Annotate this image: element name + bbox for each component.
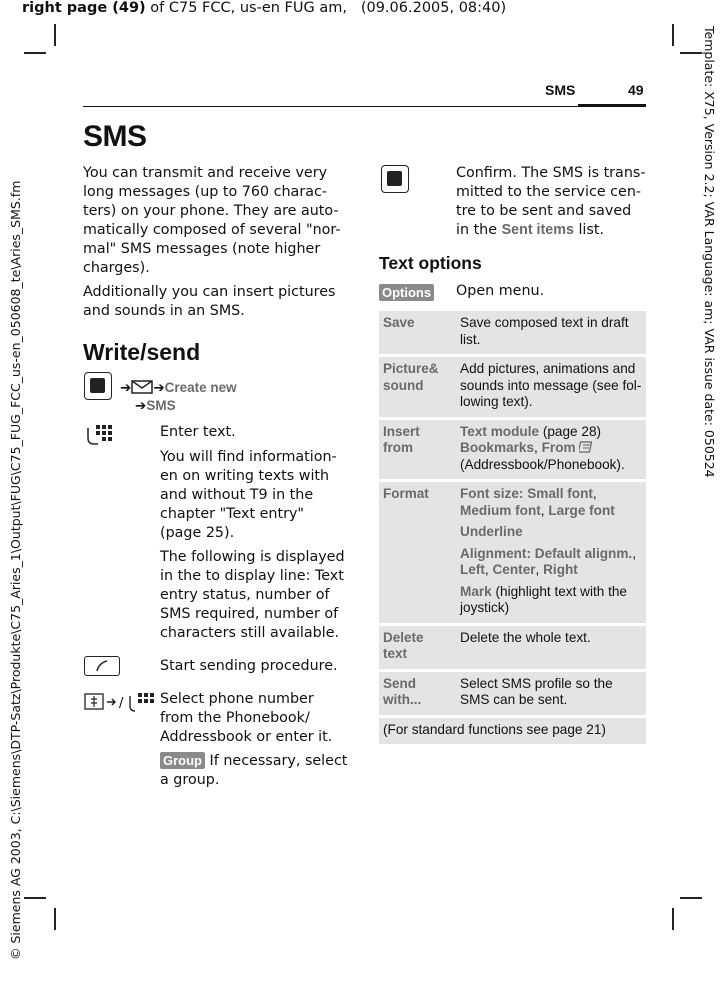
table-row: [379, 311, 646, 356]
center-label: Center: [492, 562, 536, 577]
menu-path: [120, 379, 237, 415]
crop-mark: [24, 897, 46, 899]
print-header: [22, 0, 506, 16]
large-font-label: Large font: [548, 502, 615, 518]
print-header-page: right page (49): [22, 0, 146, 16]
crop-mark: [680, 52, 702, 54]
options-softkey: Options: [379, 284, 434, 301]
text-options-table: [379, 311, 646, 747]
option-delete-desc: Delete the whole text.: [453, 624, 646, 670]
sent-items-label: Sent items: [501, 222, 574, 238]
option-picture-desc: Add pictures, animations and sounds into message (see fol-lowing text).: [453, 356, 646, 419]
option-save-desc: Save composed text in draft list.: [453, 311, 646, 356]
group-softkey: Group: [160, 752, 205, 769]
header-rule: [83, 106, 646, 107]
call-key-icon: [84, 656, 120, 676]
open-menu-text: Open menu.: [456, 283, 545, 299]
step-confirm: [456, 164, 648, 240]
table-row: [379, 624, 646, 670]
header-tab-rule: [578, 104, 646, 107]
print-header-date: (09.06.2005, 08:40): [360, 0, 507, 16]
text-module-page: (page 28): [539, 423, 602, 439]
right-label: Right: [543, 562, 578, 577]
side-copyright: © Siemens AG 2003, C:\Siemens\DTP-Satz\Produkte\C75_Aries_1\Output\FUG\C75_FUG_FCC_us-en_050608_te\Aries_SMS.fm: [8, 180, 23, 960]
arrow-right-icon: ➔: [120, 380, 132, 396]
option-format-label: Format: [379, 481, 453, 625]
running-header-section: SMS: [545, 82, 576, 98]
addressbook-icon: [579, 440, 595, 454]
option-insert-desc: [453, 418, 646, 481]
table-row: [379, 716, 646, 746]
mark-desc: (highlight text with the joystick): [460, 583, 627, 615]
underline-label: Underline: [460, 524, 523, 539]
crop-mark: [24, 52, 46, 54]
option-send-desc: Select SMS profile so the SMS can be sent.: [453, 670, 646, 716]
left-label: Left: [460, 562, 485, 577]
addressbook-note: (Addressbook/Phonebook).: [460, 456, 625, 472]
bookmarks-label: Bookmarks: [460, 440, 535, 455]
option-send-label: Send with...: [379, 670, 453, 716]
section-heading-write-send: Write/send: [83, 339, 201, 365]
option-delete-label: Delete text: [379, 624, 453, 670]
table-row: [379, 418, 646, 481]
phonebook-key-icon: [84, 692, 156, 716]
table-row: [379, 670, 646, 716]
menu-key-icon: [84, 372, 112, 400]
text-module-label: Text module: [460, 423, 540, 439]
arrow-right-icon: ➔: [153, 380, 165, 396]
svg-text:/: /: [119, 696, 124, 711]
option-format-desc: Font size: Small font, Medium font, Large font Underline Alignment: Default alignm., Left, Center, Right Mark (highlight text with the joystick): [453, 481, 646, 625]
option-save-label: Save: [379, 311, 453, 356]
step-confirm-text: Confirm. The SMS is trans-mitted to the service cen-tre to be sent and saved in the: [456, 165, 646, 238]
step-enter-text: Enter text.: [160, 424, 236, 440]
intro-paragraph-2: Additionally you can insert pictures and sounds in an SMS.: [83, 284, 336, 319]
intro-paragraph: You can transmit and receive very long messages (up to 760 charac-ters) on your phone. They are auto-matically composed of several "nor-mal" SMS messages (note higher charges).: [83, 165, 341, 276]
menu-create-new: Create new: [164, 380, 237, 395]
envelope-icon: [131, 380, 153, 394]
step-info: You will find information-en on writing texts with and without T9 in the chapter "Text entry" (page 25).: [160, 449, 337, 541]
medium-font-label: Medium font: [460, 502, 541, 518]
step-select-number: Select phone number from the Phonebook/ Addressbook or enter it.: [160, 691, 333, 745]
crop-mark: [680, 897, 702, 899]
step-start-sending: Start sending procedure.: [160, 658, 338, 674]
menu-sms: SMS: [146, 398, 176, 413]
crop-mark: [672, 908, 674, 930]
menu-key-icon: [381, 165, 409, 193]
keypad-icon: [86, 424, 112, 450]
step-group-text: If necessary, select a group.: [160, 753, 348, 788]
option-insert-label: Insert from: [379, 418, 453, 481]
standard-functions-note: (For standard functions see page 21): [379, 716, 646, 746]
separator: ,: [534, 440, 542, 455]
alignment-label: Alignment: Default alignm.: [460, 545, 633, 561]
table-row: [379, 481, 646, 625]
crop-mark: [672, 24, 674, 46]
step-display-line: The following is displayed in the to display line: Text entry status, number of SMS required, number of characters still available.: [160, 549, 345, 641]
crop-mark: [54, 908, 56, 930]
page-title: SMS: [83, 120, 147, 153]
arrow-right-icon: ➔: [135, 398, 147, 414]
font-size-label: Font size: Small font: [460, 486, 593, 501]
table-row: [379, 356, 646, 419]
mark-label: Mark: [460, 583, 492, 599]
print-header-doc: of C75 FCC, us-en FUG am,: [145, 0, 347, 16]
side-template-info: Template: X75, Version 2.2; VAR Language: am; VAR issue date: 050524: [702, 26, 717, 478]
from-label: From: [541, 440, 576, 455]
page-number: 49: [628, 82, 644, 98]
section-heading-text-options: Text options: [379, 253, 482, 273]
crop-mark: [54, 24, 56, 46]
step-confirm-end: list.: [573, 222, 604, 238]
option-picture-label: Picture& sound: [379, 356, 453, 419]
step-group: [160, 752, 348, 790]
